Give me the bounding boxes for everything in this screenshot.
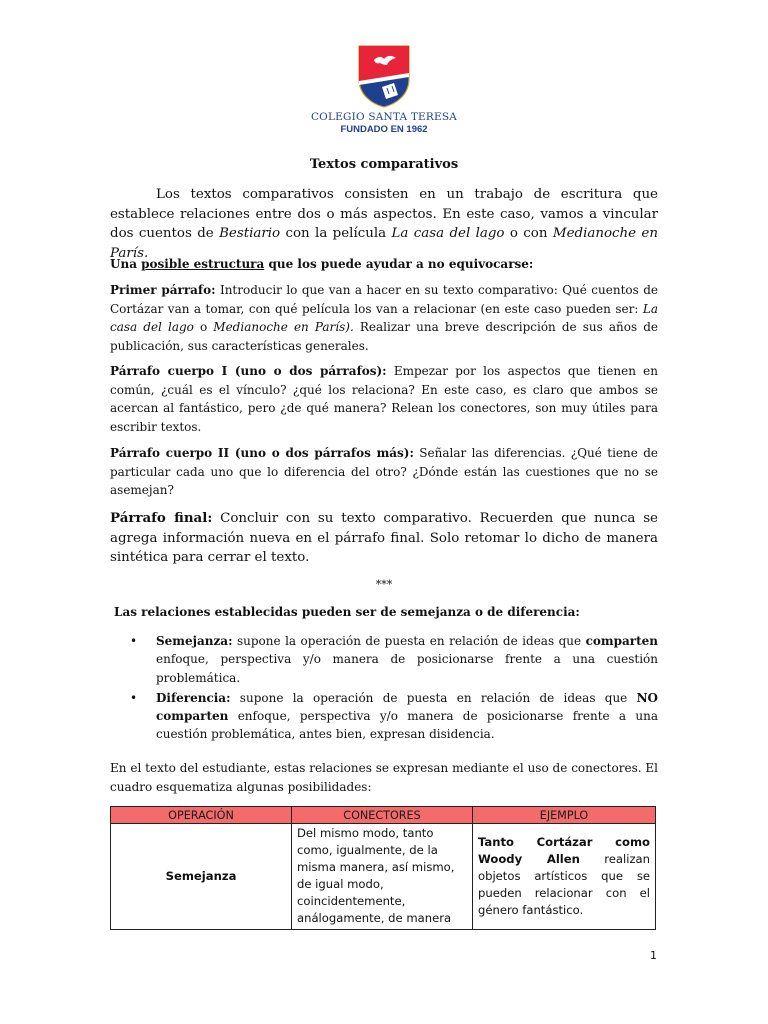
structure-heading: Una posible estructura que los puede ayudar a no equivocarse: [110, 257, 534, 271]
document-title: Textos comparativos [309, 157, 459, 172]
bullet-icon: • [130, 634, 138, 648]
page-number: 1 [650, 949, 657, 962]
table-header-row [111, 807, 656, 824]
table-row [111, 824, 656, 930]
body-paragraph-two-instructions: Párrafo cuerpo II (uno o dos párrafos más): Señalar las diferencias. ¿Qué tiene de particular cada uno que lo diferencia del otro? ¿Dónde están las cuestiones que no se asemejan? [110, 446, 659, 497]
table-header-example: EJEMPLO [473, 807, 656, 824]
table-cell-operation: Semejanza [111, 824, 292, 930]
bullet-icon: • [130, 690, 138, 705]
final-paragraph-instructions: Párrafo final: Concluir con su texto comparativo. Recuerden que nunca se agrega información nueva en el párrafo final. Solo retomar lo dicho de manera sintética para cerrar el texto. [110, 510, 658, 565]
intro-paragraph: Los textos comparativos consisten en un trabajo de escritura que establece relaciones entre dos o más aspectos. En este caso, vamos a vincular dos cuentos de Bestiario con la película La casa del lago o con Medianoche en París. [110, 187, 658, 261]
first-paragraph-instructions: Primer párrafo: Introducir lo que van a hacer en su texto comparativo: Qué cuentos de Cortázar van a tomar, con qué película los van a relacionar (en este caso pueden ser: La casa del lago o Medianoche en París). Realizar una breve descripción de sus años de publicación, sus características generales. [110, 283, 658, 353]
relations-list [130, 632, 658, 744]
relations-heading: Las relaciones establecidas pueden ser de semejanza o de diferencia: [114, 605, 580, 619]
table-cell-connectors: Del mismo modo, tanto como, igualmente, de la misma manera, así mismo, de igual modo, coincidentemente, análogamente, de manera [292, 824, 473, 930]
body-paragraph-one-instructions: Párrafo cuerpo I (uno o dos párrafos): Empezar por los aspectos que tienen en común, ¿cuál es el vínculo? ¿qué los relaciona? En este caso, es claro que ambos se acercan al fantástico, pero ¿de qué manera? Relean los conectores, son muy útiles para escribir textos. [110, 364, 658, 434]
school-founded-year: FUNDADO EN 1962 [340, 124, 428, 135]
table-header-connectors: CONECTORES [292, 807, 473, 824]
section-separator: *** [375, 578, 393, 591]
school-crest-icon [356, 43, 412, 109]
table-header-operation: OPERACIÓN [111, 807, 292, 824]
list-item-diferencia: • Diferencia: supone la operación de puesta en relación de ideas que NO comparten enfoque, perspectiva y/o manera de posicionarse frente a una cuestión problemática, antes bien, expresan disidencia. [130, 690, 658, 742]
connectors-table [110, 806, 656, 930]
table-cell-example: Tanto Cortázar como Woody Allen realizan objetos artísticos que se pueden relacionar con el género fantástico. [473, 824, 656, 930]
school-name: COLEGIO SANTA TERESA [310, 111, 458, 123]
table-intro-paragraph: En el texto del estudiante, estas relaciones se expresan mediante el uso de conectores. El cuadro esquematiza algunas posibilidades: [110, 761, 658, 794]
list-item-semejanza: • Semejanza: supone la operación de puesta en relación de ideas que comparten enfoque, perspectiva y/o manera de posicionarse frente a una cuestión problemática. [130, 634, 658, 685]
